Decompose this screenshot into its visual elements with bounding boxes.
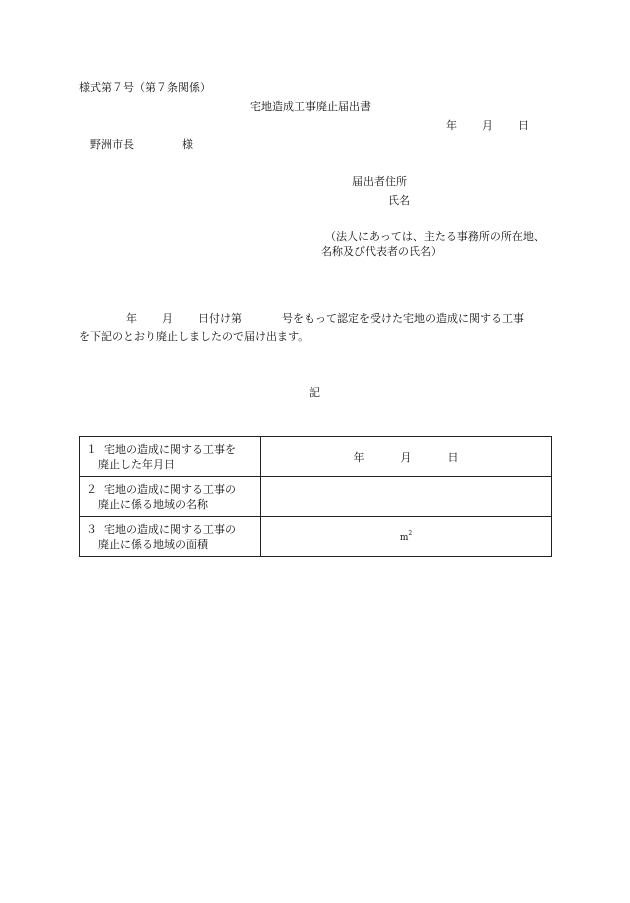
- row-number: ２: [86, 482, 97, 496]
- document-title: 宅地造成工事廃止届出書: [250, 100, 371, 113]
- applicant-name-label: 氏名: [388, 194, 410, 207]
- row-label-line2: 廃止した年月日: [98, 457, 175, 471]
- body-line1: [126, 312, 524, 326]
- abolish-date-year: 年: [353, 450, 365, 464]
- body-month: 月: [162, 312, 173, 325]
- body-year: 年: [126, 312, 137, 325]
- area-unit-m: m: [399, 533, 409, 543]
- addressee-name: 野洲市長: [90, 138, 134, 151]
- area-size-cell[interactable]: [261, 517, 552, 557]
- submission-date: [446, 119, 529, 133]
- body-day-prefix: 日付け第: [198, 312, 242, 325]
- row-label-line1: 宅地の造成に関する工事の: [104, 522, 236, 536]
- date-month: 月: [482, 119, 493, 132]
- applicant-address-label: 届出者住所: [352, 175, 407, 188]
- row-label-cell: [80, 477, 261, 517]
- applicant-note-line1: （法人にあっては、主たる事務所の所在地、: [325, 230, 545, 243]
- applicant-note-line2: 名称及び代表者の氏名）: [321, 245, 442, 258]
- area-name-cell[interactable]: [261, 477, 552, 517]
- addressee: [90, 138, 193, 152]
- details-table: [79, 436, 552, 557]
- abolish-date-cell[interactable]: [261, 437, 552, 477]
- row-label-line1: 宅地の造成に関する工事の: [104, 482, 236, 496]
- table-row: [80, 477, 552, 517]
- row-label-line2: 廃止に係る地域の名称: [98, 497, 208, 511]
- table-row: [80, 437, 552, 477]
- addressee-honorific: 様: [182, 138, 193, 151]
- area-unit-exponent: 2: [408, 530, 413, 537]
- date-day: 日: [518, 119, 529, 132]
- abolish-date-day: 日: [447, 450, 459, 464]
- body-sentence: 号をもって認定を受けた宅地の造成に関する工事: [282, 312, 524, 325]
- ki-heading: 記: [309, 386, 320, 399]
- date-year: 年: [446, 119, 457, 132]
- row-label-cell: [80, 437, 261, 477]
- row-number: ３: [86, 522, 97, 536]
- table-row: [80, 517, 552, 557]
- form-number: 様式第７号（第７条関係）: [79, 81, 211, 94]
- row-number: １: [86, 442, 97, 456]
- abolish-date-month: 月: [400, 450, 412, 464]
- body-line2: を下記のとおり廃止しましたので届け出ます。: [79, 330, 310, 343]
- row-label-cell: [80, 517, 261, 557]
- row-label-line2: 廃止に係る地域の面積: [98, 537, 208, 551]
- row-label-line1: 宅地の造成に関する工事を: [104, 442, 236, 456]
